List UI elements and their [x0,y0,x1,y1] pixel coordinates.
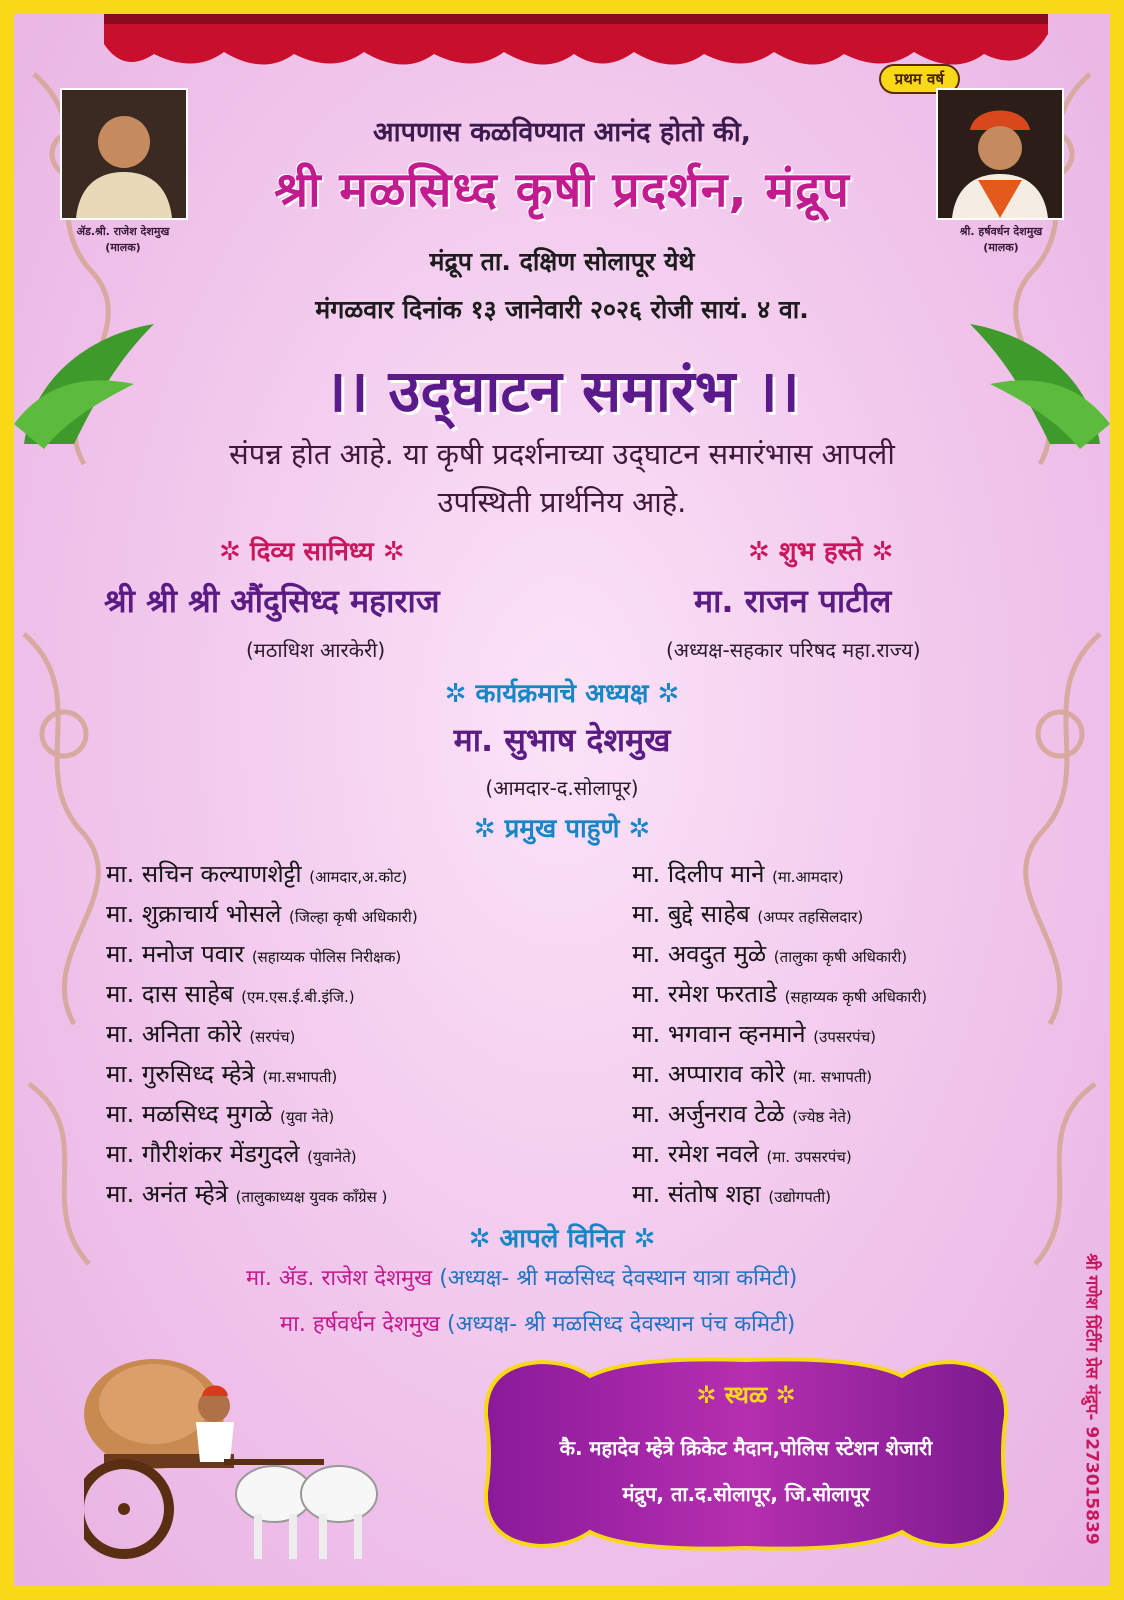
list-item: मा. मळसिध्द मुगळे (युवा नेते) [106,1100,335,1128]
press-credit-text: श्री गणेश प्रिंटींग प्रेस मंद्रुप- 9273015839 [1081,1253,1102,1545]
list-item: मा. रमेश नवले (मा. उपसरपंच) [632,1140,852,1168]
list-item: मा. दास साहेब (एम.एस.ई.बी.इंजि.) [106,980,355,1008]
portrait-right-name: श्री. हर्षवर्धन देशमुख [959,225,1043,238]
event-title: श्री मळसिध्द कृषी प्रदर्शन, मंद्रूप [274,162,850,218]
venue-heading: ✲ स्थळ ✲ [696,1381,796,1409]
ceremony-heading: ।। उद्‌घाटन समारंभ ।। [324,357,800,425]
divya-name: श्री श्री श्री औंदुसिध्द महाराज [104,582,440,620]
list-item: मा. दिलीप माने (मा.आमदार) [632,860,844,888]
shubh-heading: ✲ शुभ हस्ते ✲ [748,537,894,567]
body-line-1: संपन्न होत आहे. या कृषी प्रदर्शनाच्या उद्‌घाटन समारंभास आपली [229,437,895,471]
vinit-line-2: मा. हर्षवर्धन देशमुख (अध्यक्ष- श्री मळसिध्द देवस्थान पंच कमिटी) [280,1312,796,1337]
shubh-role: (अध्यक्ष-सहकार परिषद महा.राज्य) [666,638,921,662]
list-item: मा. मनोज पवार (सहाय्यक पोलिस निरीक्षक) [106,940,402,968]
list-item: मा. भगवान व्हनमाने (उपसरपंच) [632,1020,877,1048]
list-item: मा. संतोष शहा (उद्योगपती) [632,1180,832,1208]
president-role: (आमदार-द.सोलापूर) [485,776,639,800]
bullock-cart-illustration [84,1344,384,1574]
portrait-left-tag: (मालक) [105,241,141,254]
venue-line-1: कै. महादेव म्हेत्रे क्रिकेट मैदान,पोलिस स्टेशन शेजारी [559,1436,933,1460]
list-item: मा. रमेश फरताडे (सहाय्यक कृषी अधिकारी) [632,980,928,1008]
president-heading: ✲ कार्यक्रमाचे अध्यक्ष ✲ [444,679,680,709]
list-item: मा. अप्पाराव कोरे (मा. सभापती) [632,1060,873,1088]
vinit-line-1: मा. ॲड. राजेश देशमुख (अध्यक्ष- श्री मळसिध्द देवस्थान यात्रा कमिटी) [246,1266,798,1291]
list-item: मा. अनिता कोरे (सरपंच) [106,1020,296,1048]
list-item: मा. बुद्दे साहेब (अप्पर तहसिलदार) [632,900,864,928]
shubh-name: मा. राजन पाटील [694,582,892,620]
divya-heading: ✲ दिव्य सानिध्य ✲ [219,537,405,567]
list-item: मा. गुरुसिध्द म्हेत्रे (मा.सभापती) [106,1060,338,1088]
president-name: मा. सुभाष देशमुख [453,721,671,759]
venue-line-2: मंद्रुप, ता.द.सोलापूर, जि.सोलापूर [622,1482,870,1506]
body-line-2: उपस्थिती प्रार्थनिय आहे. [437,485,687,519]
portrait-right-tag: (मालक) [983,241,1019,254]
press-credit [1080,1214,1106,1584]
first-year-badge: प्रथम वर्ष [879,64,960,94]
divya-role: (मठाधिश आरकेरी) [246,638,386,662]
portrait-left-name: ॲड.श्री. राजेश देशमुख [76,225,170,238]
intro-line: आपणास कळविण्यात आनंद होतो की, [372,117,752,148]
list-item: मा. शुक्राचार्य भोसले (जिल्हा कृषी अधिकारी) [106,900,418,928]
list-item: मा. सचिन कल्याणशेट्टी (आमदार,अ.कोट) [106,860,408,888]
list-item: मा. अर्जुनराव टेळे (ज्येष्ठ नेते) [632,1100,852,1128]
list-item: मा. अवदुत मुळे (तालुका कृषी अधिकारी) [632,940,908,968]
list-item: मा. गौरीशंकर मेंडगुदले (युवानेते) [106,1140,357,1168]
guests-heading: ✲ प्रमुख पाहुणे ✲ [473,814,651,844]
date-line: मंगळवार दिनांक १३ जानेवारी २०२६ रोजी सायं. ४ वा. [315,295,809,324]
list-item: मा. अनंत म्हेत्रे (तालुकाध्यक्ष युवक काँग्रेस ) [106,1180,388,1208]
vinit-heading: ✲ आपले विनित ✲ [468,1224,656,1254]
venue-box [480,1356,1012,1552]
place-line: मंद्रूप ता. दक्षिण सोलापूर येथे [429,247,695,276]
